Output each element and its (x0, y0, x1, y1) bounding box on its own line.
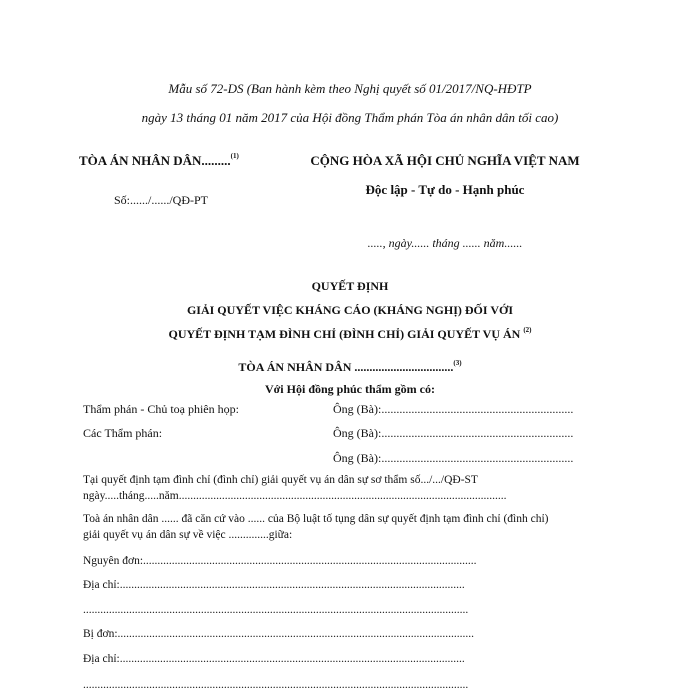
plaintiff-field: Nguyên đơn:.................................................................................................................... (83, 555, 477, 567)
footnote-2: (2) (523, 326, 532, 334)
court-name-header (79, 153, 239, 169)
paragraph-2-line-2: giải quyết vụ án dân sự về việc ..............giữa: (83, 529, 293, 541)
defendant-address-field: Địa chỉ:........................................................................................................................ (83, 653, 465, 665)
plaintiff-extra-line: ...................................................................................................................................... (83, 604, 469, 616)
paragraph-1-line-2: ngày.....tháng.....năm.................................................................................................................. (83, 490, 507, 502)
appellate-court-line (0, 360, 700, 375)
decision-subtitle-2 (0, 327, 700, 342)
form-reference-line-2: ngày 13 tháng 01 năm 2017 của Hội đồng Thẩm phán Tòa án nhân dân tối cao) (141, 110, 559, 125)
paragraph-2-line-1: Toà án nhân dân ...... đã căn cứ vào ...... của Bộ luật tố tụng dân sự quyết định tạm đình chỉ (đình chỉ) (83, 513, 549, 525)
decision-number: Số:....../....../QĐ-PT (114, 193, 209, 207)
national-title: CỘNG HÒA XÃ HỘI CHỦ NGHĨA VIỆT NAM (310, 153, 580, 168)
footnote-3: (3) (453, 359, 462, 367)
decision-subtitle-1: GIẢI QUYẾT VIỆC KHÁNG CÁO (KHÁNG NGHỊ) ĐỐI VỚI (186, 303, 514, 317)
decision-title: QUYẾT ĐỊNH (311, 279, 389, 293)
form-reference-line-1: Mẫu số 72-DS (Ban hành kèm theo Nghị quyết số 01/2017/NQ-HĐTP (168, 81, 532, 96)
court-name-text: TÒA ÁN NHÂN DÂN......... (79, 153, 231, 168)
judge-1-field: Ông (Bà):................................................................ (333, 426, 574, 440)
council-heading: Với Hội đồng phúc thẩm gồm có: (265, 382, 435, 396)
footnote-1: (1) (230, 152, 239, 160)
judges-label: Các Thẩm phán: (83, 426, 163, 440)
paragraph-1-line-1: Tại quyết định tạm đình chỉ (đình chỉ) giải quyết vụ án dân sự sơ thẩm số.../.../QĐ-ST (83, 474, 478, 486)
plaintiff-address-field: Địa chỉ:........................................................................................................................ (83, 579, 465, 591)
appellate-court-text: TÒA ÁN NHÂN DÂN ................................. (238, 360, 454, 374)
place-date-line: ....., ngày...... tháng ...... năm...... (367, 236, 523, 250)
defendant-extra-line: ...................................................................................................................................... (83, 679, 469, 691)
decision-subtitle-2-text: QUYẾT ĐỊNH TẠM ĐÌNH CHỈ (ĐÌNH CHỈ) GIẢI QUYẾT VỤ ÁN (168, 327, 521, 341)
national-motto: Độc lập - Tự do - Hạnh phúc (365, 182, 525, 197)
defendant-field: Bị đơn:............................................................................................................................ (83, 628, 475, 640)
presiding-judge-label: Thẩm phán - Chủ toạ phiên họp: (83, 402, 239, 416)
judge-2-field: Ông (Bà):................................................................ (333, 451, 574, 465)
presiding-judge-field: Ông (Bà):................................................................ (333, 402, 574, 416)
